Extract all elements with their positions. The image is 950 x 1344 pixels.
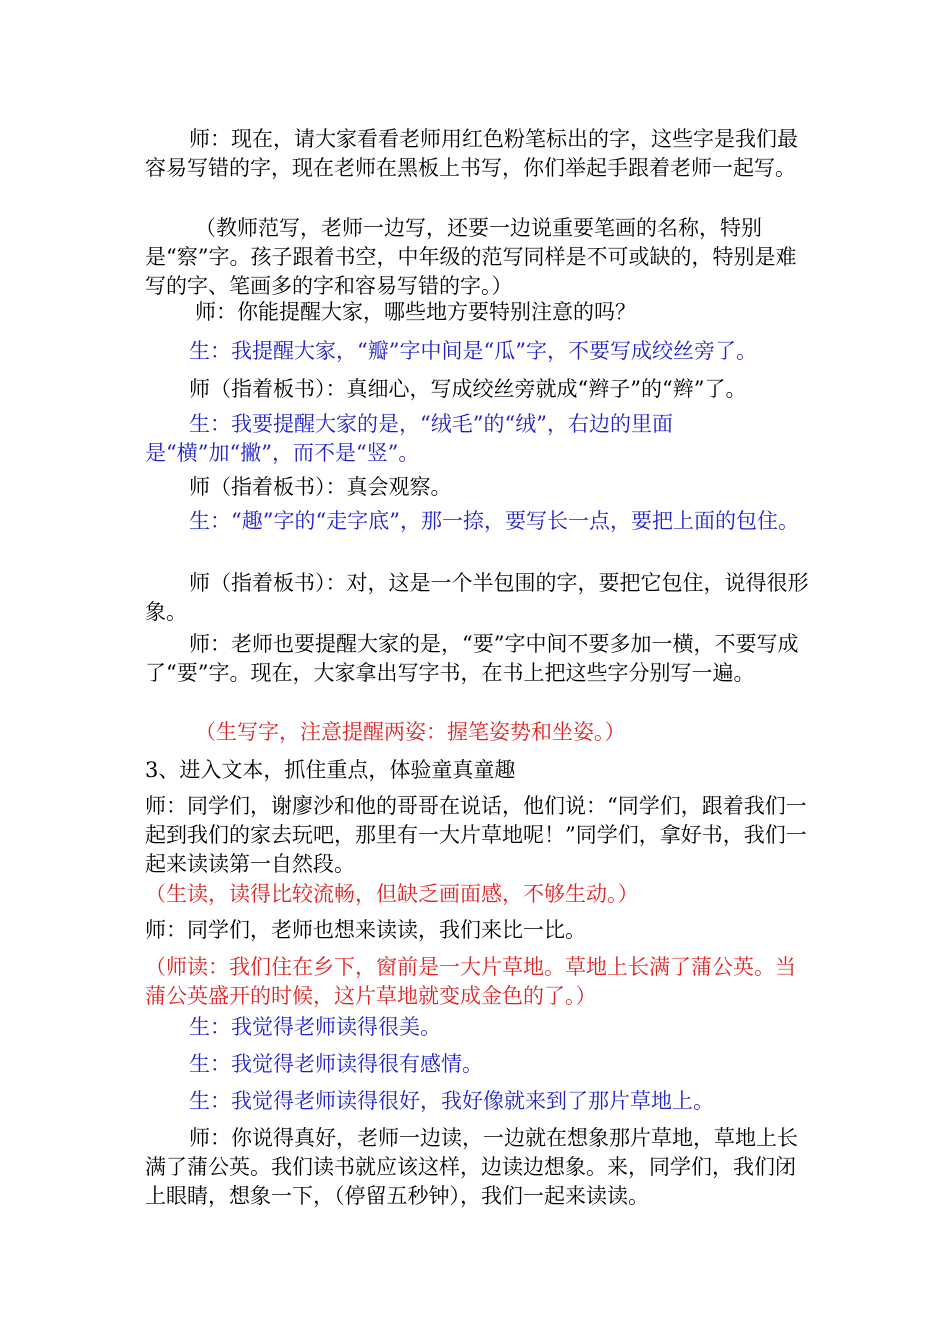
paragraph-student-beautiful: 生：我觉得老师读得很美。 — [189, 1015, 441, 1039]
paragraph-teacher-question: 师：你能提醒大家，哪些地方要特别注意的吗？ — [195, 300, 636, 324]
section-heading-3: 3、进入文本，抓住重点，体验童真童趣 — [145, 758, 516, 782]
paragraph-student-read-note: （生读，读得比较流畅，但缺乏画面感，不够生动。） — [145, 882, 639, 906]
paragraph-teacher-enclosure: 师（指着板书）：对，这是一个半包围的字，要把它包住，说得很形象。 — [145, 571, 809, 624]
paragraph-teacher-read-note: （师读：我们住在乡下，窗前是一大片草地。草地上长满了蒲公英。当蒲公英盛开的时候，这片草地就变成金色的了。） — [145, 955, 796, 1008]
paragraph-student-emotion: 生：我觉得老师读得很有感情。 — [189, 1052, 483, 1076]
paragraph-student-rong: 生：我要提醒大家的是，“绒毛”的“绒”，右边的里面是“横”加“撇”，而不是“竖”。 — [145, 412, 673, 465]
paragraph-teacher-imagine: 师：你说得真好，老师一边读，一边就在想象那片草地，草地上长满了蒲公英。我们读书就应该这样，边读边想象。来，同学们，我们闭上眼睛，想象一下，（停留五秒钟），我们一起来读读。 — [145, 1126, 798, 1208]
paragraph-teacher-demo-note: （教师范写，老师一边写，还要一边说重要笔画的名称，特别是“察”字。孩子跟着书空，中年级的范写同样是不可或缺的，特别是难写的字、笔画多的字和容易写错的字。） — [145, 216, 797, 298]
paragraph-student-ban: 生：我提醒大家，“瓣”字中间是“瓜”字，不要写成绞丝旁了。 — [189, 339, 757, 363]
paragraph-teacher-red-chalk: 师：现在，请大家看看老师用红色粉笔标出的字，这些字是我们最容易写错的字，现在老师在黑板上书写，你们举起手跟着老师一起写。 — [145, 127, 798, 180]
paragraph-teacher-yao: 师：老师也要提醒大家的是，“要”字中间不要多加一横，不要写成了“要”字。现在，大家拿出写字书，在书上把这些字分别写一遍。 — [145, 632, 799, 685]
paragraph-student-qu: 生：“趣”字的“走字底”，那一捺，要写长一点，要把上面的包住。 — [189, 509, 799, 533]
paragraph-teacher-invite: 师：同学们，谢廖沙和他的哥哥在说话，他们说：“同学们，跟着我们一起到我们的家去玩吧，那里有一大片草地呢！”同学们，拿好书，我们一起来读读第一自然段。 — [145, 794, 807, 876]
paragraph-writing-posture-note: （生写字，注意提醒两姿：握笔姿势和坐姿。） — [195, 720, 626, 744]
paragraph-teacher-bian: 师（指着板书）：真细心，写成绞丝旁就成“辫子”的“辫”了。 — [189, 377, 747, 401]
paragraph-student-grassland: 生：我觉得老师读得很好，我好像就来到了那片草地上。 — [189, 1089, 714, 1113]
paragraph-teacher-compare: 师：同学们，老师也想来读读，我们来比一比。 — [145, 918, 586, 942]
paragraph-teacher-observe: 师（指着板书）：真会观察。 — [189, 475, 452, 499]
